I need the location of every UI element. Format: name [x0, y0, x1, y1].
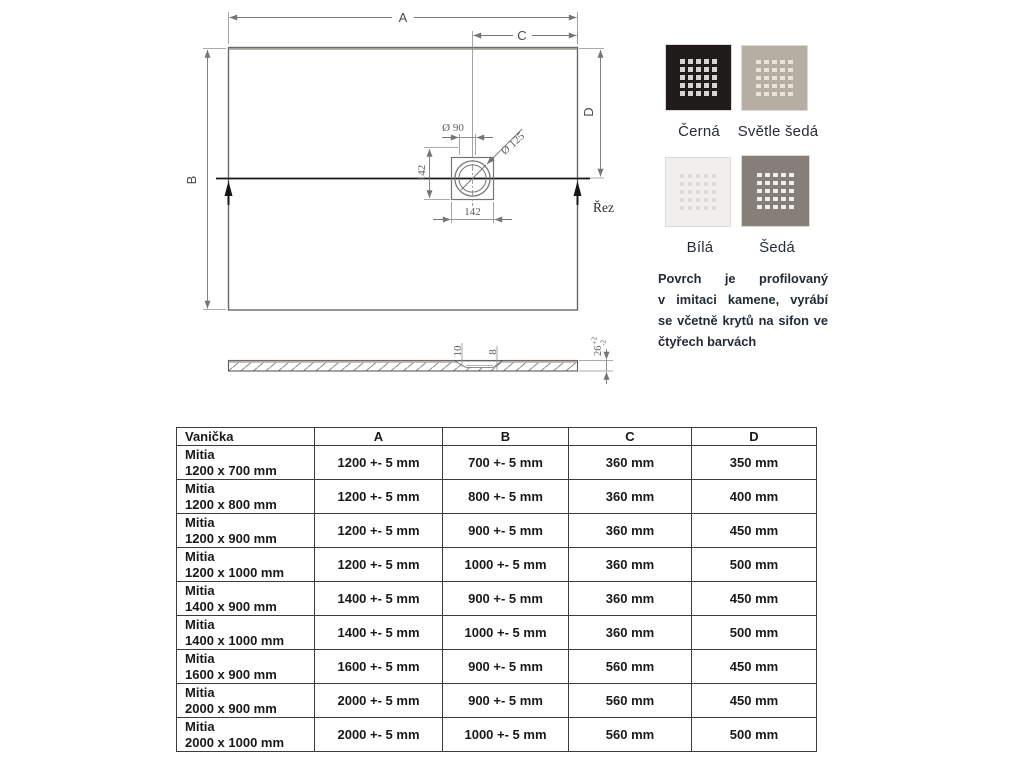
drain-hole	[680, 182, 685, 187]
drain-hole	[680, 67, 685, 72]
dim-a-value: 1400 +- 5 mm	[315, 616, 443, 650]
dim-b-value: 900 +- 5 mm	[443, 514, 569, 548]
drain-hole	[680, 75, 685, 80]
product-size: 1400 x 900 mm	[185, 598, 277, 614]
product-size: 1400 x 1000 mm	[185, 632, 285, 648]
drain-hole	[781, 197, 786, 202]
dim-d-value: 500 mm	[692, 616, 817, 650]
drain-hole	[704, 75, 709, 80]
drain-hole	[781, 173, 786, 178]
drain-hole	[712, 83, 717, 88]
drain-hole	[765, 197, 770, 202]
drain-hole	[704, 67, 709, 72]
dim-c-value: 360 mm	[569, 446, 692, 480]
drain-hole	[696, 83, 701, 88]
drain-cover-holes	[757, 173, 794, 210]
dim-d-value: 400 mm	[692, 480, 817, 514]
product-size: 2000 x 900 mm	[185, 700, 277, 716]
description-line: Povrch je profilovaný	[658, 271, 828, 286]
drain-hole	[757, 173, 762, 178]
drain-hole	[780, 76, 785, 81]
drain-hole	[712, 75, 717, 80]
drain-cover-holes	[756, 60, 793, 97]
table-header-row	[177, 428, 817, 446]
drain-hole	[773, 181, 778, 186]
dim-a-value: 1200 +- 5 mm	[315, 548, 443, 582]
drain-hole	[764, 68, 769, 73]
drain-cover-holes	[680, 174, 717, 211]
drain-outer-diameter: Ø 125	[498, 130, 528, 158]
table-row	[177, 446, 817, 480]
product-size: 2000 x 1000 mm	[185, 734, 285, 750]
dim-b-label: B	[184, 175, 199, 185]
drain-hole	[789, 181, 794, 186]
col-header-b: B	[443, 428, 569, 446]
swatch-label-svetle-seda: Světle šedá	[737, 123, 819, 140]
drain-hole	[712, 198, 717, 203]
dim-c-value: 360 mm	[569, 548, 692, 582]
drain-hole	[704, 182, 709, 187]
col-header-d: D	[692, 428, 817, 446]
drain-hole	[696, 75, 701, 80]
drain-hole	[773, 189, 778, 194]
dim-a-value: 2000 +- 5 mm	[315, 684, 443, 718]
drain-hole	[765, 173, 770, 178]
drain-hole	[688, 75, 693, 80]
drain-hole	[772, 92, 777, 97]
dim-d-value: 450 mm	[692, 684, 817, 718]
drain-hole	[772, 76, 777, 81]
drain-hole	[680, 190, 685, 195]
drain-hole	[780, 68, 785, 73]
drain-hole	[696, 91, 701, 96]
col-header-vanicka: Vanička	[177, 428, 315, 446]
drain-hole	[696, 190, 701, 195]
drain-hole	[765, 181, 770, 186]
dim-b-value: 1000 +- 5 mm	[443, 548, 569, 582]
swatch-label-cerna: Černá	[678, 123, 720, 140]
profile-recess-dim: 10	[452, 345, 464, 357]
drain-hole	[680, 83, 685, 88]
drain-hole	[688, 182, 693, 187]
drain-hole	[688, 91, 693, 96]
dim-a-value: 1200 +- 5 mm	[315, 446, 443, 480]
drain-width-dim: 142	[464, 206, 481, 218]
drain-hole	[712, 67, 717, 72]
dim-b-value: 900 +- 5 mm	[443, 582, 569, 616]
dim-b-value: 900 +- 5 mm	[443, 650, 569, 684]
drain-hole	[765, 205, 770, 210]
drain-hole	[680, 91, 685, 96]
drain-hole	[680, 198, 685, 203]
drain-hole	[772, 84, 777, 89]
drain-hole	[704, 91, 709, 96]
swatch-label-bila: Bílá	[686, 239, 714, 256]
drain-hole	[788, 84, 793, 89]
product-size: 1200 x 800 mm	[185, 496, 277, 512]
dim-a-value: 1200 +- 5 mm	[315, 514, 443, 548]
profile-step-dim: 8	[487, 349, 499, 355]
drain-hole	[757, 189, 762, 194]
product-size: 1200 x 900 mm	[185, 530, 277, 546]
dim-d-value: 500 mm	[692, 718, 817, 752]
drain-hole	[756, 84, 761, 89]
dim-c-label: C	[517, 28, 527, 43]
dim-c-value: 560 mm	[569, 684, 692, 718]
drain-hole	[756, 68, 761, 73]
drain-hole	[757, 197, 762, 202]
dim-d-value: 500 mm	[692, 548, 817, 582]
drain-hole	[789, 189, 794, 194]
col-header-a: A	[315, 428, 443, 446]
drain-hole	[772, 68, 777, 73]
drain-hole	[688, 198, 693, 203]
drain-hole	[688, 59, 693, 64]
swatch-svetle-seda	[741, 45, 808, 111]
dim-a-value: 1600 +- 5 mm	[315, 650, 443, 684]
dim-d-value: 450 mm	[692, 582, 817, 616]
drain-hole	[765, 189, 770, 194]
dim-c-value: 360 mm	[569, 582, 692, 616]
table-row	[177, 684, 817, 718]
product-name: Mitia	[185, 650, 215, 666]
table-row	[177, 718, 817, 752]
drain-hole	[764, 76, 769, 81]
drain-hole	[780, 84, 785, 89]
drain-hole	[688, 174, 693, 179]
drain-hole	[696, 198, 701, 203]
drain-hole	[772, 60, 777, 65]
drain-height-dim: 142	[416, 164, 428, 182]
drain-hole	[780, 92, 785, 97]
dim-c-value: 560 mm	[569, 718, 692, 752]
drain-hole	[764, 60, 769, 65]
drain-hole	[704, 59, 709, 64]
dim-d-label: D	[581, 107, 596, 117]
swatch-bila	[665, 157, 731, 227]
drain-hole	[696, 206, 701, 211]
drain-hole	[756, 60, 761, 65]
product-name: Mitia	[185, 548, 215, 564]
table-row	[177, 514, 817, 548]
drain-hole	[773, 205, 778, 210]
product-size: 1600 x 900 mm	[185, 666, 277, 682]
drain-inner-diameter: Ø 90	[442, 122, 464, 134]
drain-hole	[680, 174, 685, 179]
drain-hole	[764, 92, 769, 97]
dim-b-value: 800 +- 5 mm	[443, 480, 569, 514]
plan-view	[184, 10, 614, 310]
swatch-cerna	[665, 44, 732, 111]
product-name: Mitia	[185, 684, 215, 700]
drain-hole	[696, 182, 701, 187]
dim-b-value: 900 +- 5 mm	[443, 684, 569, 718]
product-name: Mitia	[185, 514, 215, 530]
drain-hole	[788, 92, 793, 97]
dim-a-value: 1400 +- 5 mm	[315, 582, 443, 616]
dim-c-value: 560 mm	[569, 650, 692, 684]
product-size: 1200 x 700 mm	[185, 462, 277, 478]
drain-hole	[704, 206, 709, 211]
drain-hole	[712, 59, 717, 64]
drain-hole	[712, 174, 717, 179]
dim-a-label: A	[398, 10, 408, 25]
drain-hole	[781, 189, 786, 194]
drain-hole	[789, 197, 794, 202]
drain-hole	[704, 190, 709, 195]
dim-c-value: 360 mm	[569, 480, 692, 514]
dim-a-value: 1200 +- 5 mm	[315, 480, 443, 514]
spec-table	[176, 427, 817, 752]
dim-b-value: 700 +- 5 mm	[443, 446, 569, 480]
profile-thickness-dim: $26^{+2}-2$	[590, 336, 608, 356]
product-name: Mitia	[185, 582, 215, 598]
drain-cover-holes	[680, 59, 717, 96]
drain-hole	[696, 67, 701, 72]
drain-hole	[757, 205, 762, 210]
product-name: Mitia	[185, 616, 215, 632]
drain-hole	[696, 174, 701, 179]
product-size: 1200 x 1000 mm	[185, 564, 285, 580]
dim-a-value: 2000 +- 5 mm	[315, 718, 443, 752]
technical-drawing	[170, 0, 640, 420]
table-row	[177, 480, 817, 514]
drain-hole	[773, 197, 778, 202]
section-line	[216, 179, 614, 216]
drain-hole	[788, 60, 793, 65]
drain-hole	[756, 92, 761, 97]
drain-hole	[712, 206, 717, 211]
drain-hole	[789, 173, 794, 178]
drain-hole	[773, 173, 778, 178]
drain-detail	[416, 122, 527, 223]
drain-hole	[704, 174, 709, 179]
dim-b-value: 1000 +- 5 mm	[443, 718, 569, 752]
drain-hole	[688, 67, 693, 72]
dim-d-value: 450 mm	[692, 650, 817, 684]
section-view	[229, 336, 614, 384]
product-description	[658, 268, 828, 352]
drain-hole	[788, 68, 793, 73]
drain-hole	[680, 59, 685, 64]
table-row	[177, 650, 817, 684]
section-label: Řez	[593, 200, 614, 215]
drain-hole	[788, 76, 793, 81]
table-row	[177, 548, 817, 582]
product-name: Mitia	[185, 718, 215, 734]
dim-d-value: 450 mm	[692, 514, 817, 548]
drain-hole	[789, 205, 794, 210]
table-row	[177, 582, 817, 616]
drain-hole	[688, 190, 693, 195]
description-line: se včetně krytů na sifon ve	[658, 313, 828, 328]
swatch-label-seda: Šedá	[759, 239, 795, 256]
dim-b-value: 1000 +- 5 mm	[443, 616, 569, 650]
drain-hole	[764, 84, 769, 89]
drain-hole	[781, 205, 786, 210]
drain-hole	[704, 198, 709, 203]
drain-hole	[688, 206, 693, 211]
dim-c-value: 360 mm	[569, 514, 692, 548]
description-line: čtyřech barvách	[658, 334, 757, 349]
drain-hole	[712, 182, 717, 187]
drain-hole	[688, 83, 693, 88]
col-header-c: C	[569, 428, 692, 446]
drain-hole	[780, 60, 785, 65]
table-row	[177, 616, 817, 650]
drain-hole	[704, 83, 709, 88]
swatch-seda	[741, 155, 810, 227]
dim-d-value: 350 mm	[692, 446, 817, 480]
drain-hole	[712, 190, 717, 195]
description-line: v imitaci kamene, vyrábí	[658, 292, 828, 307]
drain-hole	[756, 76, 761, 81]
drain-hole	[712, 91, 717, 96]
drain-hole	[696, 59, 701, 64]
dim-c-value: 360 mm	[569, 616, 692, 650]
product-name: Mitia	[185, 446, 215, 462]
drain-hole	[680, 206, 685, 211]
product-name: Mitia	[185, 480, 215, 496]
drain-hole	[781, 181, 786, 186]
drain-hole	[757, 181, 762, 186]
